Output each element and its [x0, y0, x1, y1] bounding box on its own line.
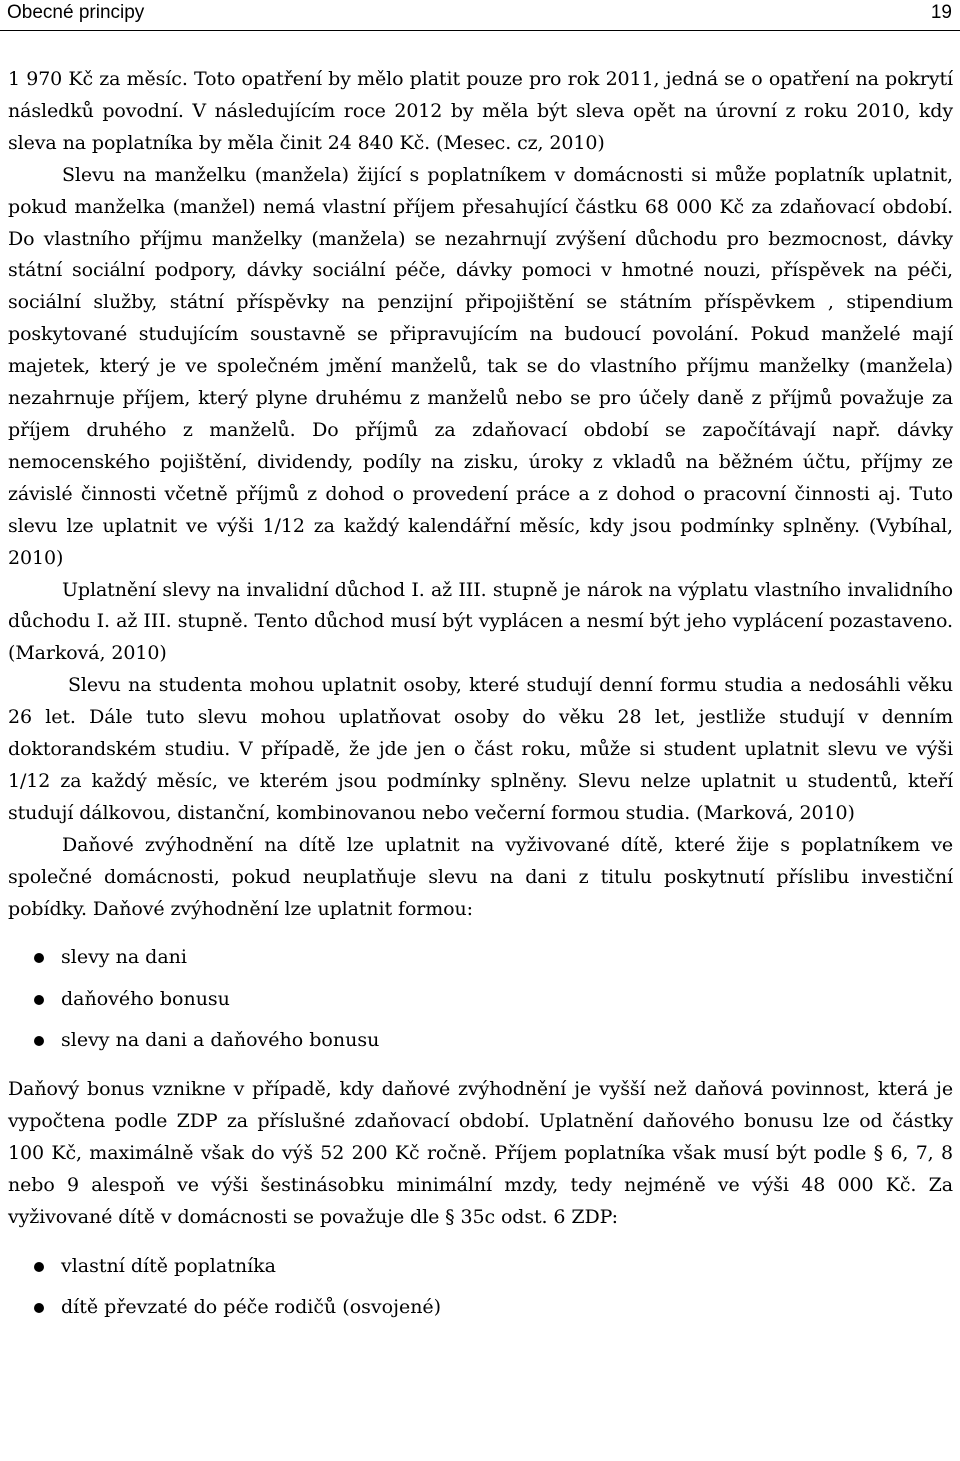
bullet-icon	[34, 953, 44, 963]
running-header	[0, 0, 960, 31]
paragraph-spouse-discount: Slevu na manželku (manžela) žijící s poplatníkem v domácnosti si může poplatník uplatnit, pokud manželka (manžel) nemá vlastní příjem přesahující částku 68 000 Kč za zdaňovací období. Do vlastního příjmu manželky (manžela) se nezahrnují zvýšení důchodu pro bezmocnost, dávky státní sociální podpory, dávky sociální péče, dávky pomoci v hmotné nouzi, příspěvek na péči, sociální služby, státní příspěvky na penzijní připojištění se státním příspěvkem , stipendium poskytované studujícím soustavně se připravujícím na budoucí povolání. Pokud manželé mají majetek, který je ve společném jmění manželů, tak se do vlastního příjmu manželky (manžela) nezahrnuje příjem, který plyne druhému z manželů nebo se pro účely daně z příjmů považuje za příjem druhého z manželů. Do příjmů za zdaňovací období se započítávají např. dávky nemocenského pojištění, dividendy, podíly na zisku, úroky z vkladů na běžném účtu, příjmy ze závislé činnosti včetně příjmů z dohod o provedení práce a z dohod o pracovní činnosti aj. Tuto slevu lze uplatnit ve výši 1/12 za každý kalendářní měsíc, kdy jsou podmínky splněny. (Vybíhal, 2010)	[8, 163, 953, 569]
bullet-icon	[34, 1036, 44, 1046]
bullet-icon	[34, 1262, 44, 1272]
bullet-icon	[34, 1303, 44, 1313]
paragraph-disability-discount: Uplatnění slevy na invalidní důchod I. až III. stupně je nárok na výplatu vlastního invalidního důchodu I. až III. stupně. Tento důchod musí být vyplácen a nesmí být jeho vyplácení pozastaveno. (Marková, 2010)	[8, 578, 953, 665]
list-item: slevy na dani a daňového bonusu	[8, 1020, 953, 1062]
list-item: slevy na dani	[8, 937, 953, 979]
list-item: vlastní dítě poplatníka	[8, 1246, 953, 1288]
chapter-title: Obecné principy	[7, 2, 145, 23]
paragraph-child-benefit: Daňové zvýhodnění na dítě lze uplatnit na vyživované dítě, které žije s poplatníkem ve společné domácnosti, pokud neuplatňuje slevu na dani z titulu poskytnutí příslibu investiční pobídky. Daňové zvýhodnění lze uplatnit formou:	[8, 833, 953, 920]
paragraph-tax-bonus: Daňový bonus vznikne v případě, kdy daňové zvýhodnění je vyšší než daňová povinnost, která je vypočtena podle ZDP za příslušné zdaňovací období. Uplatnění daňového bonusu lze od částky 100 Kč, maximálně však do výš 52 200 Kč ročně. Příjem poplatníka však musí být podle § 6, 7, 8 nebo 9 alespoň ve výši šestinásobku minimální mzdy, tedy nejméně ve výši 48 000 Kč. Za vyživované dítě v domácnosti se považuje dle § 35c odst. 6 ZDP:	[8, 1077, 953, 1228]
paragraph-student-discount: Slevu na studenta mohou uplatnit osoby, které studují denní formu studia a nedosáhli věku 26 let. Dále tuto slevu mohou uplatňovat osoby do věku 28 let, jestliže studují v denním doktorandském studiu. V případě, že jde jen o část roku, může si student uplatnit slevu ve výši 1/12 za každý měsíc, ve kterém jsou podmínky splněny. Slevu nelze uplatnit u studentů, kteří studují dálkovou, distanční, kombinovanou nebo večerní formou studia. (Marková, 2010)	[8, 674, 953, 824]
dependent-child-list	[8, 1246, 953, 1329]
list-item: daňového bonusu	[8, 979, 953, 1021]
body-text	[8, 64, 953, 1329]
bullet-icon	[34, 995, 44, 1005]
page-number: 19	[930, 2, 952, 23]
list-item: dítě převzaté do péče rodičů (osvojené)	[8, 1287, 953, 1329]
benefit-forms-list	[8, 937, 953, 1062]
paragraph-continuation: 1 970 Kč za měsíc. Toto opatření by mělo platit pouze pro rok 2011, jedná se o opatření na pokrytí následků povodní. V následujícím roce 2012 by měla být sleva opět na úrovní z roku 2010, kdy sleva na poplatníka by měla činit 24 840 Kč. (Mesec. cz, 2010)	[8, 68, 953, 154]
